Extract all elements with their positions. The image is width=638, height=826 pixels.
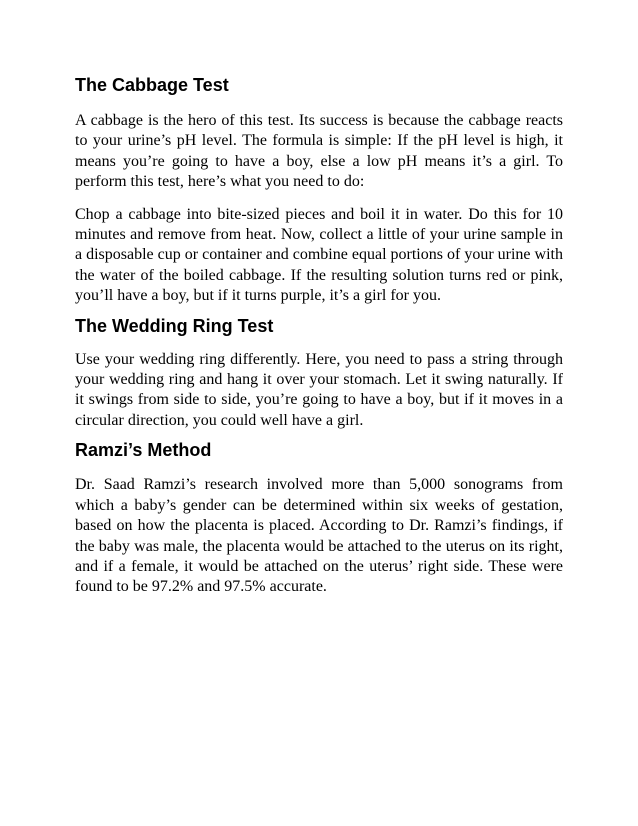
section-heading-ramzi-method: Ramzi’s Method	[75, 440, 212, 461]
paragraph-wedding-ring: Use your wedding ring differently. Here, you need to pass a string through your wedding ring and hang it over your stomach. Let it swing naturally. If it swings from side to side, you’re going to have a boy, but if it moves in a circular direction, you could well have a girl.	[75, 350, 563, 429]
section-heading-wedding-ring-test: The Wedding Ring Test	[75, 315, 274, 336]
document-page	[75, 72, 563, 598]
section-heading-cabbage-test: The Cabbage Test	[75, 75, 229, 95]
paragraph-cabbage-intro: A cabbage is the hero of this test. Its success is because the cabbage reacts to your urine’s pH level. The formula is simple: If the pH level is high, it means you’re going to have a boy, else a low pH means it’s a girl. To perform this test, here’s what you need to do:	[75, 112, 563, 191]
paragraph-cabbage-steps: Chop a cabbage into bite-sized pieces and boil it in water. Do this for 10 minutes and remove from heat. Now, collect a little of your urine sample in a disposable cup or container and combine equal portions of your urine with the water of the boiled cabbage. If the resulting solution turns red or pink, you’ll have a boy, but if it turns purple, it’s a girl for you.	[75, 205, 563, 305]
paragraph-ramzi: Dr. Saad Ramzi’s research involved more than 5,000 sonograms from which a baby’s gender can be determined within six weeks of gestation, based on how the placenta is placed. According to Dr. Ramzi’s findings, if the baby was male, the placenta would be attached to the uterus on its right, and if a female, it would be attached on the uterus’ right side. These were found to be 97.2% and 97.5% accurate.	[75, 476, 563, 596]
